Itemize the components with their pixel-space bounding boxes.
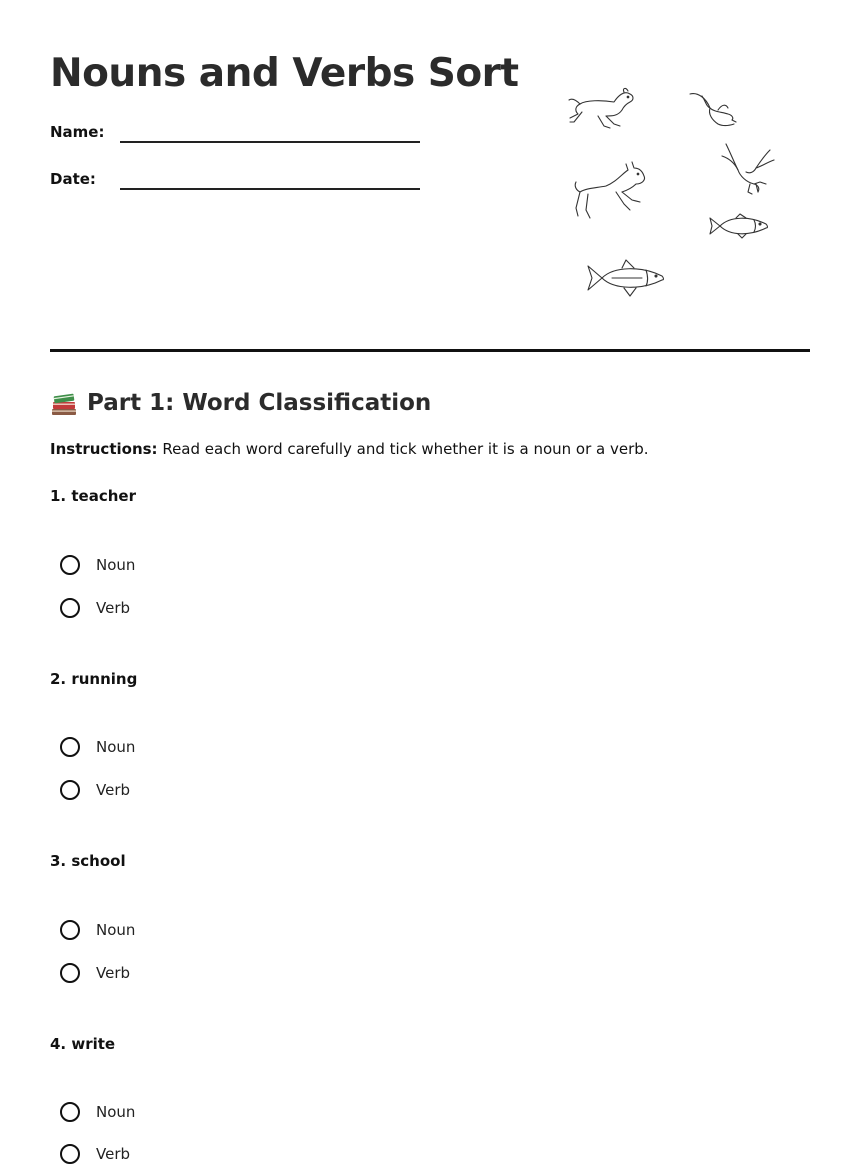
question-label: 2. running (50, 670, 138, 688)
radio-button[interactable] (60, 737, 80, 757)
option-label: Noun (96, 1103, 136, 1121)
animal-illustration (560, 80, 780, 305)
section-divider (50, 349, 810, 352)
dog-icon (572, 160, 650, 222)
name-field[interactable] (50, 117, 430, 147)
date-field[interactable] (50, 164, 430, 194)
name-label: Name: (50, 123, 105, 141)
option-noun[interactable] (60, 734, 135, 760)
part1-heading (50, 386, 431, 420)
bird-icon (720, 142, 776, 196)
books-icon (50, 389, 78, 417)
question-label: 3. school (50, 852, 126, 870)
name-input-line[interactable] (120, 141, 420, 143)
option-verb[interactable] (60, 595, 130, 621)
option-label: Noun (96, 738, 136, 756)
radio-button[interactable] (60, 598, 80, 618)
option-label: Verb (96, 1145, 131, 1163)
option-label: Verb (96, 781, 131, 799)
option-verb[interactable] (60, 1141, 130, 1167)
option-noun[interactable] (60, 552, 135, 578)
radio-button[interactable] (60, 963, 80, 983)
option-label: Noun (96, 556, 136, 574)
radio-button[interactable] (60, 555, 80, 575)
question-label: 1. teacher (50, 487, 136, 505)
option-label: Noun (96, 921, 136, 939)
worksheet-title: Nouns and Verbs Sort (50, 51, 519, 96)
fish-icon (586, 258, 666, 298)
option-label: Verb (96, 599, 131, 617)
radio-button[interactable] (60, 780, 80, 800)
option-label: Verb (96, 964, 131, 982)
option-noun[interactable] (60, 917, 135, 943)
part1-heading-text: Part 1: Word Classification (87, 390, 432, 416)
date-label: Date: (50, 170, 96, 188)
option-verb[interactable] (60, 777, 130, 803)
option-verb[interactable] (60, 960, 130, 986)
instructions-lead: Instructions: (50, 440, 158, 458)
instructions (50, 440, 649, 458)
radio-button[interactable] (60, 1144, 80, 1164)
option-noun[interactable] (60, 1099, 135, 1125)
instructions-text: Read each word carefully and tick whether it is a noun or a verb. (157, 440, 649, 458)
radio-button[interactable] (60, 920, 80, 940)
date-input-line[interactable] (120, 188, 420, 190)
question-label: 4. write (50, 1035, 116, 1053)
dog-icon (568, 86, 638, 130)
fish-icon (708, 212, 770, 240)
radio-button[interactable] (60, 1102, 80, 1122)
bird-icon (688, 90, 738, 130)
